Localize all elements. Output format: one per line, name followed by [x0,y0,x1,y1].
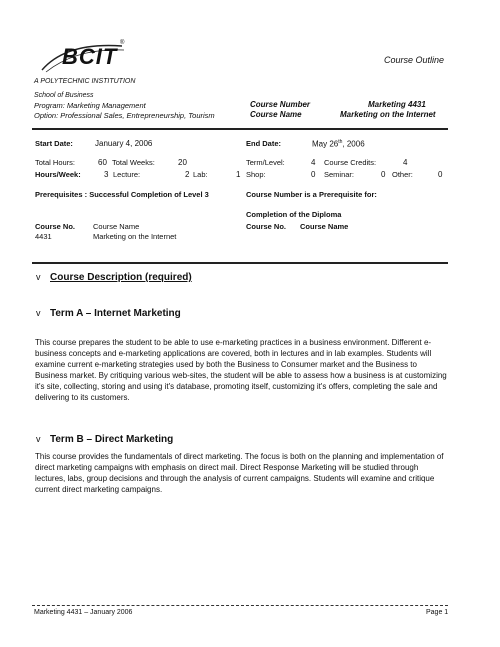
right-course-name-label: Course Name [300,222,349,231]
end-date-suffix: , 2006 [342,139,365,149]
bullet-chevron-icon: v [36,434,41,444]
term-a-heading [36,308,181,319]
bullet-chevron-icon: v [36,308,41,318]
completion-note: Completion of the Diploma [246,210,342,219]
seminar-value: 0 [381,170,386,179]
course-number-value: Marketing 4431 [368,100,426,109]
info-divider [32,262,448,264]
course-name-label: Course Name [250,110,302,119]
total-weeks-value: 20 [178,158,187,167]
course-credits-label: Course Credits: [324,158,377,167]
prerequisite-for: Course Number is a Prerequisite for: [246,190,377,199]
term-b-heading-text: Term B – Direct Marketing [50,434,174,445]
shop-label: Shop: [246,170,266,179]
other-label: Other: [392,170,413,179]
term-level-value: 4 [311,158,316,167]
hours-week-label: Hours/Week: [35,170,81,179]
end-date-sup: th [338,139,343,145]
term-level-label: Term/Level: [246,158,285,167]
start-date-label: Start Date: [35,139,73,148]
description-heading [36,272,192,283]
program: Program: Marketing Management [34,101,146,110]
logo-text: BCIT [62,44,118,69]
prerequisites: Prerequisites : Successful Completion of Level 3 [35,190,209,199]
total-hours-label: Total Hours: [35,158,76,167]
shop-value: 0 [311,170,316,179]
lecture-label: Lecture: [113,170,141,179]
header-divider [32,128,448,130]
footer-left: Marketing 4431 – January 2006 [34,609,133,616]
seminar-label: Seminar: [324,170,355,179]
course-name-value: Marketing on the Internet [340,110,436,119]
left-course-no-label: Course No. [35,222,76,231]
end-date-label: End Date: [246,139,282,148]
footer-page-number: Page 1 [426,609,449,616]
tagline: A POLYTECHNIC INSTITUTION [34,78,136,85]
end-date-prefix: May 26 [312,139,339,149]
logo-registered-mark: ® [120,40,125,46]
bcit-logo [36,40,128,74]
term-b-heading [36,434,173,445]
start-date-value: January 4, 2006 [95,139,153,148]
description-heading-text: Course Description (required) [50,272,192,283]
total-hours-value: 60 [98,158,107,167]
term-b-body: This course provides the fundamentals of direct marketing. The focus is both on the planning and implementation of direct marketing campaigns with emphasis on direct mail. Direct Response Marketing will be studied through lectures, labs, group decisions and through the analysis of current campaigns. Students will examine and critique current direct marketing campaigns. [35,452,444,494]
left-course-name-value: Marketing on the Internet [93,232,177,241]
hours-week-value: 3 [104,170,109,179]
other-value: 0 [438,170,443,179]
course-credits-value: 4 [403,158,408,167]
lecture-value: 2 [185,170,190,179]
footer-divider [32,605,448,606]
school: School of Business [34,92,94,99]
doc-type: Course Outline [384,55,445,65]
course-number-label: Course Number [250,100,311,109]
left-course-no-value: 4431 [35,232,52,241]
option: Option: Professional Sales, Entrepreneurship, Tourism [34,111,215,120]
term-a-body: This course prepares the student to be able to use e-marketing practices in a business environment. Different e-business concepts and e-marketing applications are covered, both in lectures and in lab examples. Students will examine current e-marketing strategies used by both the Business to Consumer market and the Business to Business market. By critiquing various web-sites, the student will be able to assess how a business is at customizing it's site, collecting, storing and using it's database, promoting itself, customizing it's offers, completing the sale and delivering to its customers. [35,338,447,402]
left-course-name-label: Course Name [93,222,140,231]
term-a-heading-text: Term A – Internet Marketing [50,308,181,319]
bullet-chevron-icon: v [36,272,41,282]
total-weeks-label: Total Weeks: [112,158,155,167]
lab-label: Lab: [193,170,208,179]
right-course-no-label: Course No. [246,222,287,231]
end-date-value [312,139,365,149]
lab-value: 1 [236,170,241,179]
